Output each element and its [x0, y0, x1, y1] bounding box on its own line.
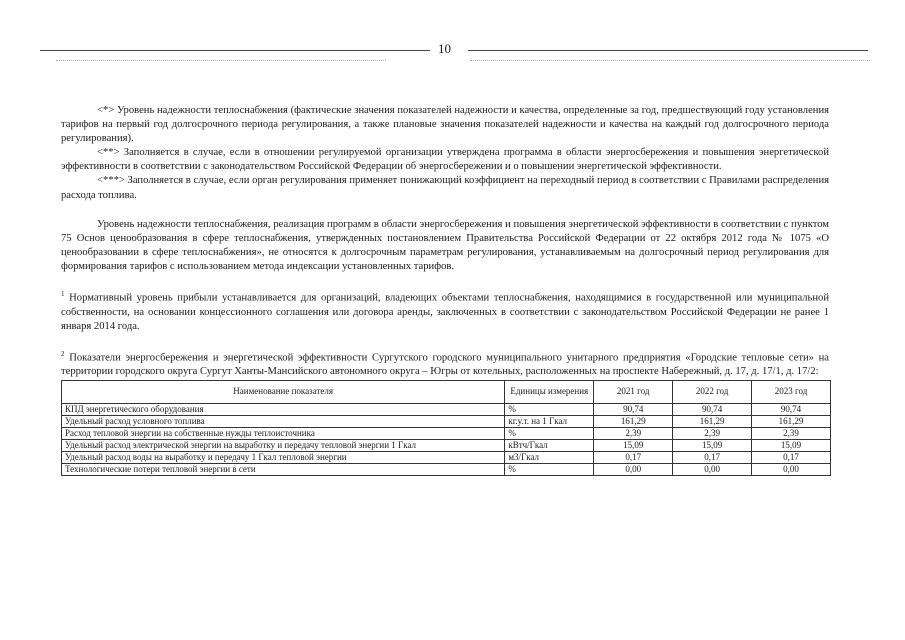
footnote-2-text: Показатели энергосбережения и энергетической эффективности Сургутского городского муниципального унитарного предприятия «Городские тепловые сети» на территории городского округа Сургут Ханты-Мансийского автономного округа – Югры от котельных, расположенных на проспекте Набережный, д. 17, д. 17/1, д. 17/2: — [61, 352, 829, 378]
row-2022: 15,09 — [673, 439, 752, 451]
page-number: 10 — [438, 41, 451, 56]
row-2023: 15,09 — [752, 439, 831, 451]
scan-artifact-right — [470, 60, 870, 62]
row-2021: 15,09 — [594, 439, 673, 451]
footnote-1-text: Нормативный уровень прибыли устанавливается для организаций, владеющих объектами теплоснабжения, находящимися в государственной или муниципальной собственности, на основании концессионного соглашения или договора аренды, заключенных в соответствии с законодательством Российской Федерации не ранее 1 января 2014 года. — [61, 292, 829, 332]
note-reliability: <*> Уровень надежности теплоснабжения (фактические значения показателей надежности и качества, определенные за год, предшествующий году установления тарифов на первый год долгосрочного периода регулирования, а также плановые значения показателей надежности и качества на каждый год долгосрочного периода регулирования). — [61, 105, 829, 145]
note-energy-saving: <**> Заполняется в случае, если в отношении регулируемой организации утверждена программа в области энергосбережения и повышения энергетической эффективности в соответствии с законодательством Российской Федерации об энергосбережении и о повышении энергетической эффективности. — [61, 147, 829, 173]
row-2022: 161,29 — [673, 415, 752, 427]
table-row — [62, 451, 831, 463]
main-paragraph: Уровень надежности теплоснабжения, реализация программ в области энергосбережения и повышения энергетической эффективности в соответствии с пунктом 75 Основ ценообразования в сфере теплоснабжения, утвержденных постановлением Правительства Российской Федерации от 22 октября 2012 года № 1075 «О ценообразовании в сфере теплоснабжения», не относятся к долгосрочным параметрам регулирования, устанавливаемым на долгосрочный период регулирования для формирования тарифов с использованием метода индексации установленных тарифов. — [61, 218, 829, 272]
row-2021: 0,00 — [594, 463, 673, 475]
table-row — [62, 463, 831, 475]
row-name: КПД энергетического оборудования — [62, 403, 505, 415]
header-rule-right — [468, 50, 868, 51]
table-row — [62, 415, 831, 427]
footnote-1-mark: 1 — [61, 290, 65, 299]
header-unit: Единицы измерения — [505, 380, 594, 403]
header-2022: 2022 год — [673, 380, 752, 403]
row-unit: кг.у.т. на 1 Гкал — [505, 415, 594, 427]
row-2021: 2,39 — [594, 427, 673, 439]
footnote-2 — [61, 347, 829, 380]
row-unit: % — [505, 403, 594, 415]
table-row — [62, 403, 831, 415]
row-unit: м3/Гкал — [505, 451, 594, 463]
row-2022: 2,39 — [673, 427, 752, 439]
row-2022: 90,74 — [673, 403, 752, 415]
row-2021: 90,74 — [594, 403, 673, 415]
header-2021: 2021 год — [594, 380, 673, 403]
row-2021: 0,17 — [594, 451, 673, 463]
row-2023: 161,29 — [752, 415, 831, 427]
row-2023: 0,17 — [752, 451, 831, 463]
row-name: Удельный расход воды на выработку и передачу 1 Гкал тепловой энергии — [62, 451, 505, 463]
indicators-table — [61, 380, 831, 476]
row-2022: 0,17 — [673, 451, 752, 463]
row-2021: 161,29 — [594, 415, 673, 427]
table-header-row — [62, 380, 831, 403]
row-unit: % — [505, 427, 594, 439]
row-2023: 0,00 — [752, 463, 831, 475]
footnote-1 — [61, 287, 829, 334]
note-reduction-coefficient: <***> Заполняется в случае, если орган регулирования применяет понижающий коэффициент на переходный период в соответствии с Правилами распределения расхода топлива. — [61, 175, 829, 201]
row-name: Расход тепловой энергии на собственные нужды теплоисточника — [62, 427, 505, 439]
row-2023: 2,39 — [752, 427, 831, 439]
header-name: Наименование показателя — [62, 380, 505, 403]
row-unit: % — [505, 463, 594, 475]
header-2023: 2023 год — [752, 380, 831, 403]
footnote-2-mark: 2 — [61, 349, 65, 358]
row-2023: 90,74 — [752, 403, 831, 415]
row-2022: 0,00 — [673, 463, 752, 475]
row-unit: кВтч/Гкал — [505, 439, 594, 451]
table-row — [62, 439, 831, 451]
row-name: Удельный расход электрической энергии на выработку и передачу тепловой энергии 1 Гкал — [62, 439, 505, 451]
document-body — [61, 104, 829, 476]
row-name: Удельный расход условного топлива — [62, 415, 505, 427]
row-name: Технологические потери тепловой энергии в сети — [62, 463, 505, 475]
header-rule-left — [40, 50, 430, 51]
scan-artifact-left — [56, 60, 386, 62]
table-row — [62, 427, 831, 439]
